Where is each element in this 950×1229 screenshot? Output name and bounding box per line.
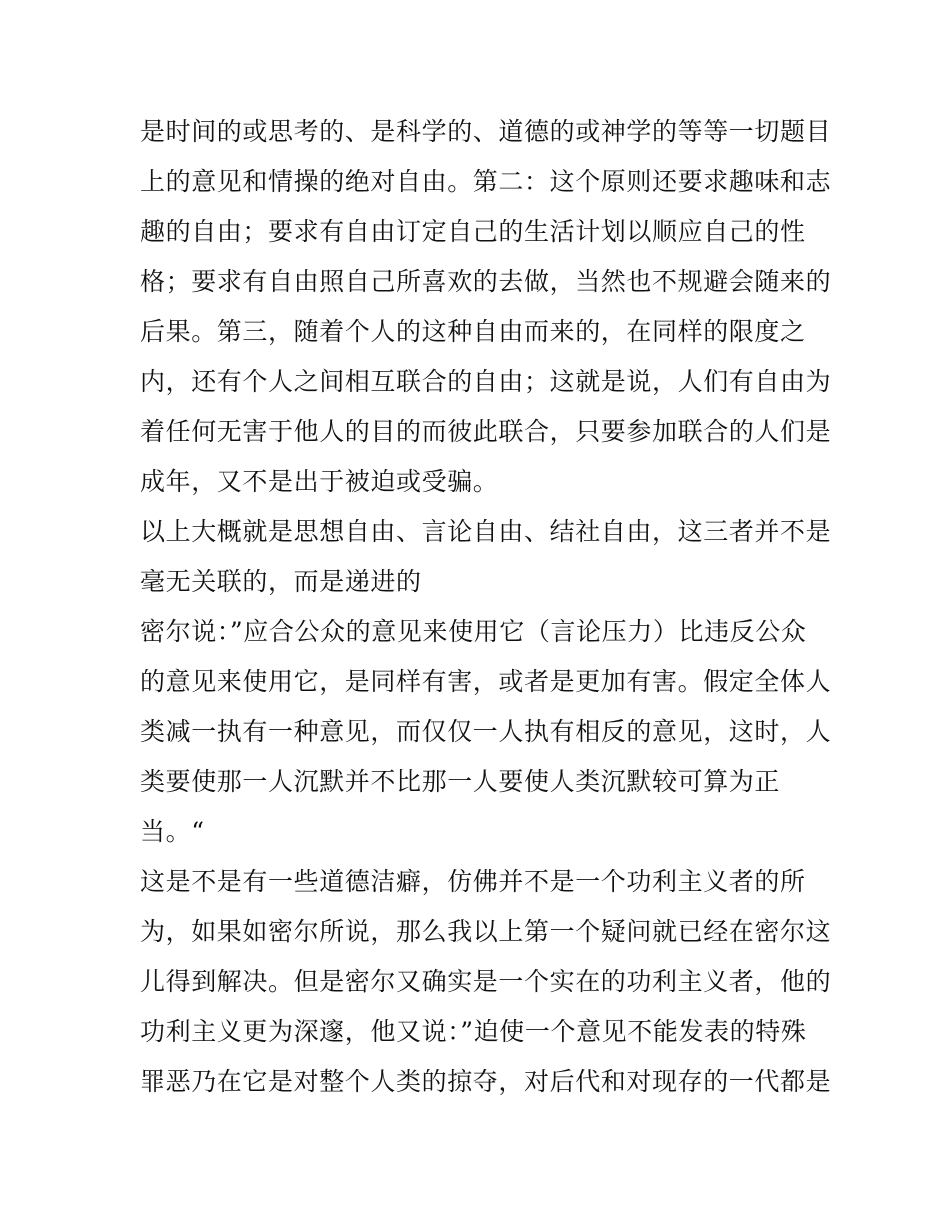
text-line: 类要使那一人沉默并不比那一人要使人类沉默较可算为正 [140,767,781,796]
text-line: 趣的自由；要求有自由订定自己的生活计划以顺应自己的性 [140,217,806,246]
text-line: 着任何无害于他人的目的而彼此联合，只要参加联合的人们是 [140,417,832,446]
text-line: 当。“ [140,817,205,846]
text-line: 的意见来使用它，是同样有害，或者是更加有害。假定全体人 [140,667,832,696]
text-line: 毫无关联的，而是递进的 [140,567,422,596]
text-line: 类减一执有一种意见，而仅仅一人执有相反的意见，这时，人 [140,717,832,746]
text-line: 为，如果如密尔所说，那么我以上第一个疑问就已经在密尔这 [140,917,832,946]
text-line: 后果。第三，随着个人的这种自由而来的，在同样的限度之 [140,317,806,346]
text-line: 儿得到解决。但是密尔又确实是一个实在的功利主义者，他的 [140,967,832,996]
text-line: 以上大概就是思想自由、言论自由、结社自由，这三者并不是 [140,517,832,546]
text-line: 成年，又不是出于被迫或受骗。 [140,467,499,496]
text-line: 格；要求有自由照自己所喜欢的去做，当然也不规避会随来的 [140,267,832,296]
text-line: 功利主义更为深邃，他又说：”迫使一个意见不能发表的特殊 [140,1017,807,1046]
text-line: 是时间的或思考的、是科学的、道德的或神学的等等一切题目 [140,117,832,146]
text-line: 内，还有个人之间相互联合的自由；这就是说，人们有自由为 [140,367,832,396]
text-line: 上的意见和情操的绝对自由。第二：这个原则还要求趣味和志 [140,167,832,196]
text-line: 这是不是有一些道德洁癖，仿佛并不是一个功利主义者的所 [140,867,806,896]
text-line: 密尔说：”应合公众的意见来使用它（言论压力）比违反公众 [140,617,807,646]
text-line: 罪恶乃在它是对整个人类的掠夺，对后代和对现存的一代都是 [140,1067,832,1096]
